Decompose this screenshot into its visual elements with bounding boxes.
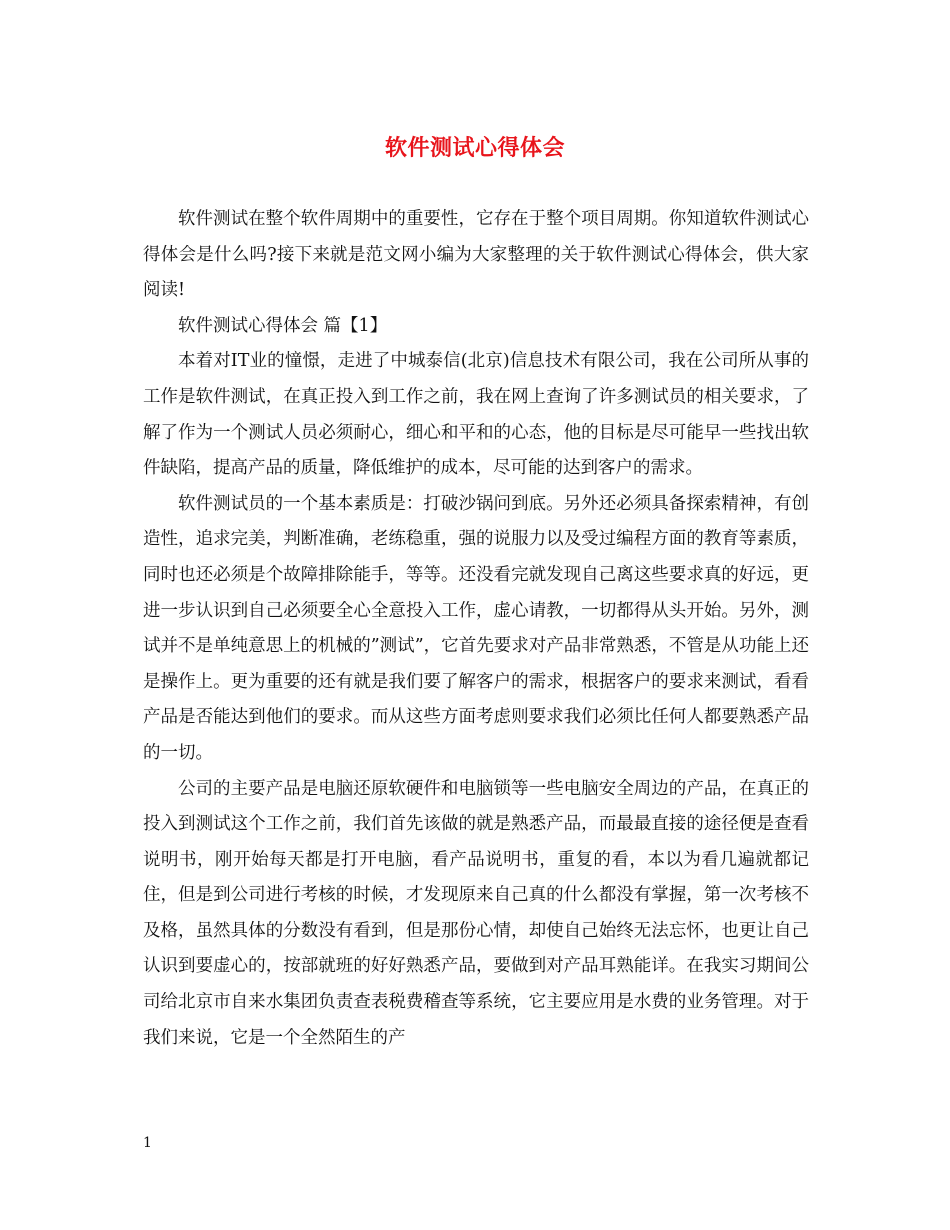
page-number: 1	[143, 1135, 152, 1151]
paragraph-3: 公司的主要产品是电脑还原软硬件和电脑锁等一些电脑安全周边的产品，在真正的投入到测试这个工作之前，我们首先该做的就是熟悉产品，而最最直接的途径便是查看说明书，刚开始每天都是打开电脑，看产品说明书，重复的看，本以为看几遍就都记住，但是到公司进行考核的时候，才发现原来自己真的什么都没有掌握，第一次考核不及格，虽然具体的分数没有看到，但是那份心情，却使自己始终无法忘怀，也更让自己认识到要虚心的，按部就班的好好熟悉产品，要做到对产品耳熟能详。在我实习期间公司给北京市自来水集团负责查表税费稽查等系统，它主要应用是水费的业务管理。对于我们来说，它是一个全然陌生的产	[143, 778, 809, 1048]
document-title: 软件测试心得体会	[384, 135, 565, 161]
document-body	[143, 202, 809, 1056]
paragraph-intro: 软件测试在整个软件周期中的重要性，它存在于整个项目周期。你知道软件测试心得体会是什么吗?接下来就是范文网小编为大家整理的关于软件测试心得体会，供大家阅读!	[143, 209, 809, 301]
paragraph-2: 软件测试员的一个基本素质是：打破沙锅问到底。另外还必须具备探索精神，有创造性，追求完美，判断准确，老练稳重，强的说服力以及受过编程方面的教育等素质，同时也还必须是个故障排除能手，等等。还没看完就发现自己离这些要求真的好远，更进一步认识到自己必须要全心全意投入工作，虚心请教，一切都得从头开始。另外，测试并不是单纯意思上的机械的”测试”，它首先要求对产品非常熟悉，不管是从功能上还是操作上。更为重要的还有就是我们要了解客户的需求，根据客户的要求来测试，看看产品是否能达到他们的要求。而从这些方面考虑则要求我们必须比任何人都要熟悉产品的一切。	[143, 493, 809, 763]
paragraph-1: 本着对IT业的憧憬，走进了中城泰信(北京)信息技术有限公司，我在公司所从事的工作是软件测试，在真正投入到工作之前，我在网上查询了许多测试员的相关要求，了解了作为一个测试人员必须耐心，细心和平和的心态，他的目标是尽可能早一些找出软件缺陷，提高产品的质量，降低维护的成本，尽可能的达到客户的需求。	[143, 351, 809, 479]
section-heading: 软件测试心得体会 篇【1】	[178, 315, 388, 336]
